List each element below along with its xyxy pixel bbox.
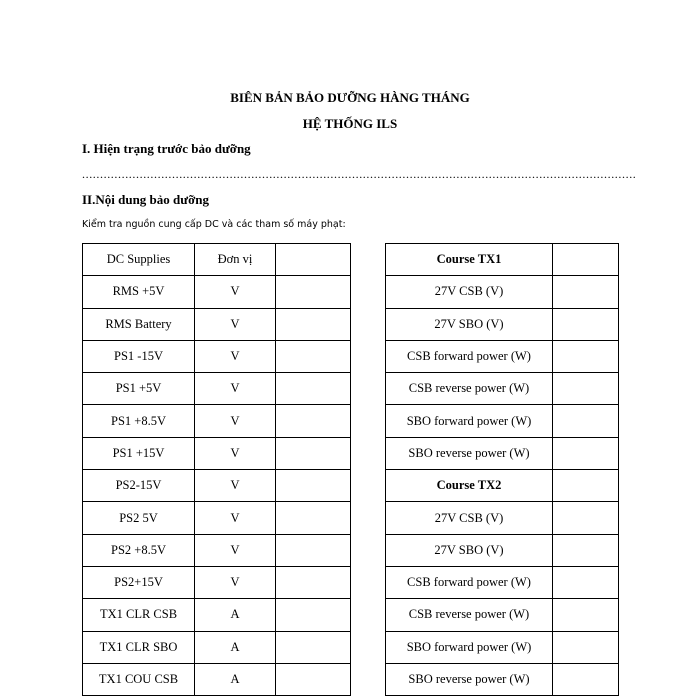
table-row	[83, 437, 351, 469]
instruction-text: Kiểm tra nguồn cung cấp DC và các tham số máy phạt:	[82, 219, 346, 230]
table-row	[386, 340, 619, 372]
section-1-heading: I. Hiện trạng trước bảo dưỡng	[82, 141, 251, 156]
table-row	[83, 534, 351, 566]
parameter-label-cell: SBO reverse power (W)	[386, 663, 553, 695]
dc-supplies-table	[82, 243, 351, 696]
unit-cell: A	[195, 631, 276, 663]
header-value	[276, 244, 351, 276]
table-row	[83, 599, 351, 631]
header-unit: Đơn vị	[195, 244, 276, 276]
parameter-value-cell[interactable]	[553, 502, 619, 534]
value-cell[interactable]	[276, 534, 351, 566]
parameter-label-cell: CSB forward power (W)	[386, 340, 553, 372]
value-cell[interactable]	[276, 566, 351, 598]
value-cell[interactable]	[276, 340, 351, 372]
document-subtitle: HỆ THỐNG ILS	[302, 116, 398, 131]
parameter-value-cell[interactable]	[553, 373, 619, 405]
parameter-label-cell: Course TX2	[386, 470, 553, 502]
unit-cell: V	[195, 340, 276, 372]
parameter-value-cell[interactable]	[553, 308, 619, 340]
table-row	[386, 405, 619, 437]
supply-name-cell: PS1 +5V	[83, 373, 195, 405]
table-row	[386, 308, 619, 340]
value-cell[interactable]	[276, 276, 351, 308]
parameter-label-cell: 27V CSB (V)	[386, 276, 553, 308]
value-cell[interactable]	[276, 405, 351, 437]
table-row	[386, 631, 619, 663]
parameter-value-cell[interactable]	[553, 631, 619, 663]
parameter-value-cell[interactable]	[553, 534, 619, 566]
parameter-value-cell[interactable]	[553, 599, 619, 631]
unit-cell: V	[195, 405, 276, 437]
table-row	[386, 663, 619, 695]
section-header-row	[386, 244, 619, 276]
parameter-value-cell[interactable]	[553, 566, 619, 598]
unit-cell: V	[195, 502, 276, 534]
supply-name-cell: PS2 +8.5V	[83, 534, 195, 566]
supply-name-cell: PS1 +15V	[83, 437, 195, 469]
table-row	[83, 502, 351, 534]
value-cell[interactable]	[276, 308, 351, 340]
section-2-heading: II.Nội dung bảo dưỡng	[82, 192, 209, 207]
table-row	[83, 470, 351, 502]
parameter-value-cell[interactable]	[553, 663, 619, 695]
parameter-label-cell: 27V SBO (V)	[386, 534, 553, 566]
supply-name-cell: RMS +5V	[83, 276, 195, 308]
parameter-value-cell[interactable]	[553, 405, 619, 437]
parameter-value-cell[interactable]	[553, 437, 619, 469]
parameter-label-cell: SBO forward power (W)	[386, 631, 553, 663]
unit-cell: V	[195, 470, 276, 502]
table-row	[83, 631, 351, 663]
parameter-label-cell: CSB reverse power (W)	[386, 599, 553, 631]
table-row	[83, 663, 351, 695]
supply-name-cell: PS2 5V	[83, 502, 195, 534]
unit-cell: V	[195, 308, 276, 340]
unit-cell: V	[195, 373, 276, 405]
unit-cell: V	[195, 276, 276, 308]
supply-name-cell: TX1 COU CSB	[83, 663, 195, 695]
parameter-value-cell[interactable]	[553, 470, 619, 502]
dotted-fill-line: ..........................................................................................................................................................	[82, 167, 637, 181]
value-cell[interactable]	[276, 631, 351, 663]
table-row	[386, 437, 619, 469]
parameter-value-cell[interactable]	[553, 340, 619, 372]
table-header-row	[83, 244, 351, 276]
value-cell[interactable]	[276, 470, 351, 502]
unit-cell: V	[195, 437, 276, 469]
parameter-label-cell: 27V SBO (V)	[386, 308, 553, 340]
parameter-value-cell[interactable]	[553, 244, 619, 276]
unit-cell: A	[195, 663, 276, 695]
value-cell[interactable]	[276, 373, 351, 405]
table-row	[386, 599, 619, 631]
parameter-label-cell: 27V CSB (V)	[386, 502, 553, 534]
document-title: BIÊN BẢN BẢO DƯỠNG HÀNG THÁNG	[230, 90, 470, 105]
header-dc-supplies: DC Supplies	[83, 244, 195, 276]
parameter-label-cell: Course TX1	[386, 244, 553, 276]
supply-name-cell: RMS Battery	[83, 308, 195, 340]
table-row	[83, 373, 351, 405]
supply-name-cell: PS2-15V	[83, 470, 195, 502]
value-cell[interactable]	[276, 502, 351, 534]
unit-cell: V	[195, 534, 276, 566]
unit-cell: V	[195, 566, 276, 598]
supply-name-cell: TX1 CLR SBO	[83, 631, 195, 663]
table-row	[83, 276, 351, 308]
supply-name-cell: PS1 +8.5V	[83, 405, 195, 437]
table-row	[83, 340, 351, 372]
supply-name-cell: PS2+15V	[83, 566, 195, 598]
parameter-label-cell: SBO forward power (W)	[386, 405, 553, 437]
transmitter-params-table	[385, 243, 619, 696]
table-row	[83, 308, 351, 340]
value-cell[interactable]	[276, 663, 351, 695]
parameter-label-cell: SBO reverse power (W)	[386, 437, 553, 469]
parameter-value-cell[interactable]	[553, 276, 619, 308]
supply-name-cell: TX1 CLR CSB	[83, 599, 195, 631]
parameter-label-cell: CSB reverse power (W)	[386, 373, 553, 405]
table-row	[386, 276, 619, 308]
value-cell[interactable]	[276, 599, 351, 631]
unit-cell: A	[195, 599, 276, 631]
table-row	[386, 502, 619, 534]
table-row	[386, 534, 619, 566]
supply-name-cell: PS1 -15V	[83, 340, 195, 372]
parameter-label-cell: CSB forward power (W)	[386, 566, 553, 598]
table-row	[83, 566, 351, 598]
table-row	[386, 566, 619, 598]
table-row	[83, 405, 351, 437]
value-cell[interactable]	[276, 437, 351, 469]
table-row	[386, 373, 619, 405]
section-header-row	[386, 470, 619, 502]
